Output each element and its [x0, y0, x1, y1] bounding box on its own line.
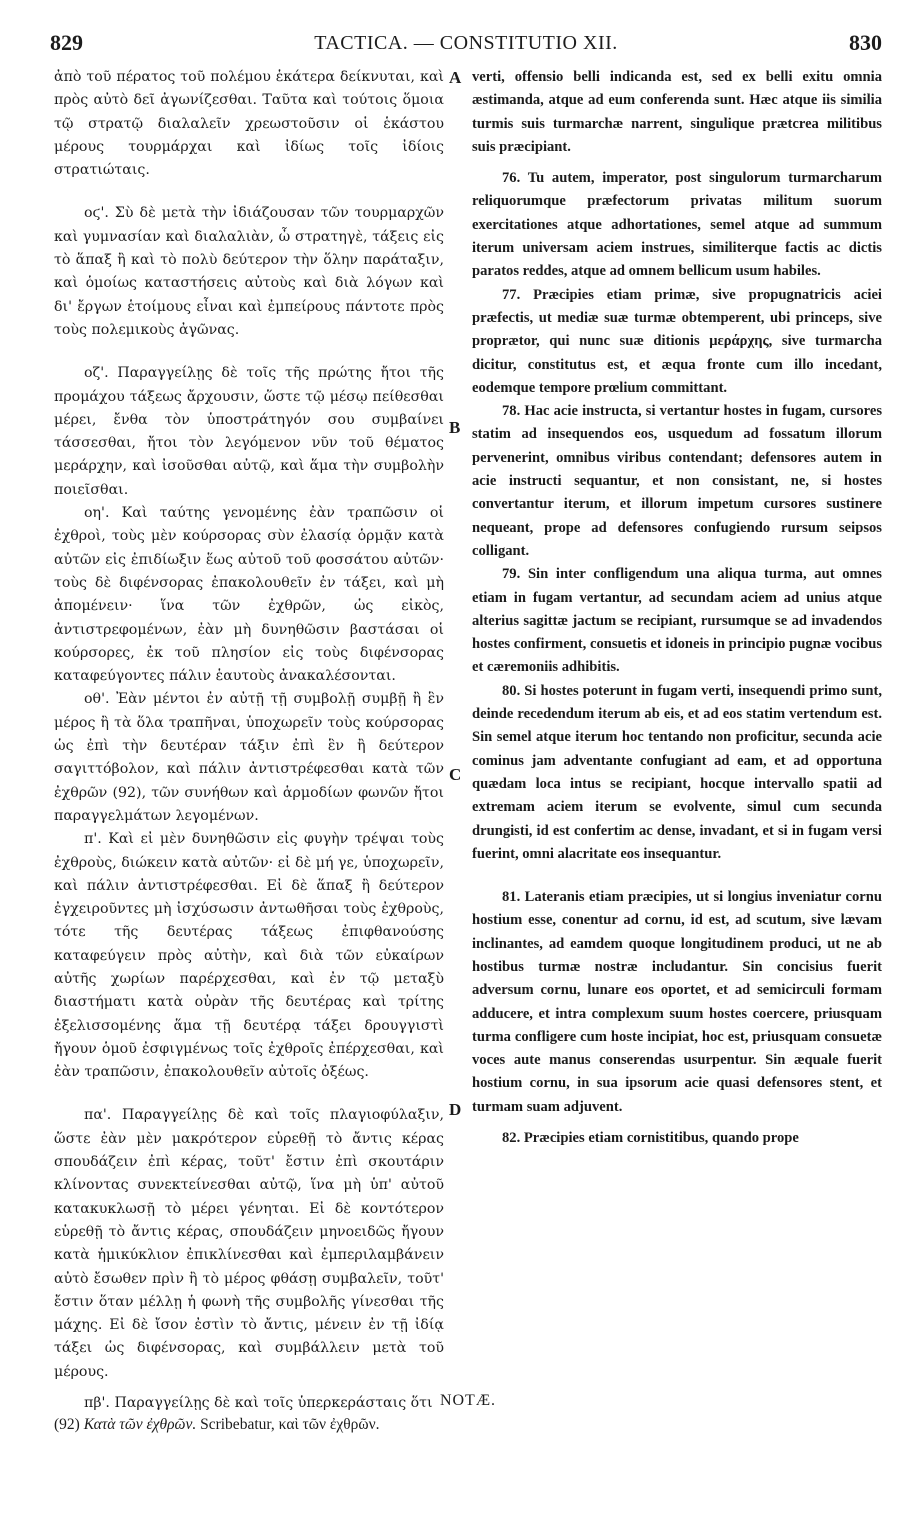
page-number-left: 829 — [50, 30, 83, 55]
page-number-right: 830 — [849, 30, 882, 55]
latin-paragraph-82-head: 82. Præcipies etiam cornistitibus, quando prope — [502, 1130, 799, 1147]
greek-paragraph-79: οθ'. Ἐὰν μέντοι ἐν αὐτῇ τῇ συμβολῇ συμβῇ ἢ ἓν μέρος ἢ τὰ ὅλα τραπῆναι, ὑποχωρεῖν τοὺς κούρσορας ὡς ἐπὶ τὴν δευτέραν τάξιν ἐπὶ ἓν ἢ δεύτερον σαγιττόβολον, καὶ πάλιν ἀντιστρέφεσθαι κατὰ τῶν ἐχθρῶν (92), τῶν συνήθων καὶ ἁρμοδίων φωνῶν ἤτοι παραγγελμάτων λεγομένων. — [54, 691, 444, 824]
greek-paragraph-81: πα'. Παραγγείλῃς δὲ καὶ τοῖς πλαγιοφύλαξιν, ὥστε ἐὰν μὲν μακρότερον εὑρεθῇ τὸ ἄντις κέρας σπουδάζειν ἐπὶ κέρας, τοῦτ' ἔστιν ἐπὶ σκουτάριν κλίνοντας συνεκτείνεσθαι αὐτῷ, ἵνα μὴ ὑπ' αὐτοῦ κατακυκλωσῇ τὸ μέρει γένηται. Εἰ δὲ κοντότερον εὑρεθῇ τὸ ἄντις κέρας, σπουδάζειν μηνοειδῶς ἤγουν κατὰ ἡμικύκλιον ἐπικλίνεσθαι καὶ ἐμπεριλαμβάνειν αὐτὸ ἔσωθεν πρὶν ἢ τὸ μέρος φθάσῃ συμβαλεῖν, τοῦτ' ἔστιν ὅταν μέλλῃ ἡ φωνὴ τῆς συμβολῆς γίνεσθαι τῆς μάχης. Εἰ δὲ ἴσον ἐστὶν τὸ ἄντις, μένειν ἐν τῇ ἰδίᾳ τάξει ὡς διφένσορας, καὶ συμβάλλειν μετὰ τοῦ μέρους. — [54, 1107, 444, 1380]
latin-paragraph-75-tail: verti, offensio belli indicanda est, sed ex belli exitu omnia æstimanda, atque ad eum conferenda sunt. Hæc atque iis similia turmis suis turmarchæ narrent, singulique prætcrea militibus suis præcipiant. — [472, 69, 882, 155]
latin-paragraph-76: 76. Tu autem, imperator, post singulorum turmarcharum reliquorumque præfectorum privatas militum suorum exercitationes atque adhortationes, semel atque ad summum iterum universam aciem instrues, similiterque factis ac dictis paratos reddes, atque ad omnem bellicum usum habiles. — [472, 170, 882, 280]
latin-paragraph-80: 80. Si hostes poterunt in fugam verti, insequendi primo sunt, deinde recedendum iterum ab eis, et ad eos statim vertendum est. Sin semel atque iterum hoc tentando non proficitur, secunda acie cominus jam adventante confugiant ad eam, et ad opportuna quædam loca intus se recipiant, hocque intervallo spatii ad extremam aciem iterum se evolvente, simul cum secunda drungisti, id est confertim ac dense, invadant, et si in fugam versi fuerint, omni alacritate eos insequantur. — [472, 682, 882, 862]
greek-paragraph-75-tail: ἀπὸ τοῦ πέρατος τοῦ πολέμου ἑκάτερα δείκνυται, καὶ πρὸς αὐτὸ δεῖ ἀγωνίζεσθαι. Ταῦτα καὶ τούτοις ὅμοια τῷ στρατῷ διαλαλεῖν χρεωστοῦσιν οἱ ἑκάστου μέρους τουρμάρχαι καὶ ἰδίως τοῖς ἰδίοις στρατιώταις. — [54, 69, 444, 179]
notes-section — [54, 1392, 882, 1434]
note-92-number: (92) — [54, 1416, 80, 1433]
margin-marker-c: C — [449, 765, 462, 784]
note-92 — [54, 1416, 882, 1434]
running-title: TACTICA. — CONSTITUTIO XII. — [314, 32, 618, 54]
latin-paragraph-78: 78. Hac acie instructa, si vertantur hostes in fugam, cursores statim ad insequendos eos, usquedum ad fossatum illorum pervenerint, omnibus viribus contendant; defensores autem in acie instructi sequantur, et non consistant, ne, si hostes convertantur iterum, et illorum impetum cursores sustinere nequeant, prope ad defensores confugiendo rursum seipsos colligant. — [472, 403, 882, 559]
margin-marker-d: D — [449, 1100, 462, 1119]
notes-heading: NOTÆ. — [439, 1392, 497, 1409]
greek-paragraph-82-head: πβ'. Παραγγείλῃς δὲ καὶ τοῖς ὑπερκεράσταις ὅτι — [84, 1395, 433, 1412]
latin-paragraph-81: 81. Lateranis etiam præcipies, ut si longius inveniatur cornu hostium esse, conentur ad cornu, id est, ad scutum, sive lævam inclinantes, ad eamdem quoque longitudinem produci, ut ne ab hostibus turmæ nostræ includantur. Sin concisius fuerit adversum cornu, lunare eos oportet, et ad semicirculi formam adducere, et intra complexum suum hostes coercere, priusquam turma confligere cum hoste incipiat, hoc est, priusquam consuetæ voces aute manus conserendas usurpentur. Sin æquale fuerit hostium cornu, in sua ipsorum acie quasi defensores stent, et turmam suam adjuvent. — [472, 889, 882, 1115]
margin-marker-a: A — [449, 68, 462, 87]
note-92-text: Scribebatur, καὶ τῶν ἐχθρῶν. — [200, 1416, 380, 1433]
greek-paragraph-76: οϛ'. Σὺ δὲ μετὰ τὴν ἰδιάζουσαν τῶν τουρμαρχῶν καὶ γυμνασίαν καὶ διαλαλιὰν, ὦ στρατηγὲ, τάξεις εἰς τὸ ἅπαξ ἢ καὶ τὸ πολὺ δεύτερον τὴν ὅλην παράταξιν, καὶ ὁμοίως καταστήσεις αὐτοὺς καὶ διὰ λόγων καὶ δι' ἔργων ἑτοίμους εἶναι καὶ ἐμπείρους πάντοτε πρὸς τοὺς πολεμικοὺς ἀγῶνας. — [54, 205, 444, 338]
latin-paragraph-79: 79. Sin inter confligendum una aliqua turma, aut omnes etiam in fugam vertantur, ad secundam aciem ad unius atque alterius sagittæ jactum se recipiant, rursumque se ad invadendos hostes confirment, consuetis et idoneis in principio pugnæ vocibus et cæremoniis adhibitis. — [472, 566, 882, 676]
greek-paragraph-80: π'. Καὶ εἰ μὲν δυνηθῶσιν εἰς φυγὴν τρέψαι τοὺς ἐχθροὺς, διώκειν κατὰ αὐτῶν· εἰ δὲ μή γε, ὑποχωρεῖν, καὶ πάλιν ἀντιστρέφεσθαι. Εἰ δὲ ἅπαξ ἢ δεύτερον ἐγχειροῦντες μὴ ἰσχύσωσιν ἀντωθῆσαι τοὺς ἐχθροὺς, τότε τῆς δευτέρας τάξεως ἐπιφθανούσης καταφεύγειν πρὸς αὐτὴν, καὶ διὰ τῶν εὐκαίρων αὐτῆς χωρίων παρέρχεσθαι, καὶ ἐν τῷ μεταξὺ διαστήματι κατὰ οὐρὰν τῆς δευτέρας καὶ τρίτης ἐξελισσομένης ἅμα τῇ δευτέρᾳ τάξει δρουγγιστὶ ἤγουν ὁμοῦ ἐσφιγμένως τοῖς ἐχθροῖς ἐπέρχεσθαι, καὶ ἐὰν τραπῶσιν, ἐπακολουθεῖν αὐτοῖς ὀξέως. — [54, 831, 444, 1081]
greek-column — [54, 66, 444, 1412]
greek-paragraph-78: οη'. Καὶ ταύτης γενομένης ἐὰν τραπῶσιν οἱ ἐχθροὶ, τοὺς μὲν κούρσορας σὺν ἐλασίᾳ ὁρμᾷν κατὰ αὐτῶν εἰς ἐπιδίωξιν ἕως αὐτοῦ τοῦ φοσσάτου αὐτῶν· τοὺς δὲ διφένσορας ἐπακολουθεῖν ἐν τάξει, καὶ μὴ ἀπομένειν· ἵνα τῶν ἐχθρῶν, ὡς εἰκὸς, ἀντιστρεφομένων, ἐὰν μὴ δυνηθῶσιν βαστάσαι οἱ κούρσορες, ἐκ τοῦ πλησίον εἰς τοὺς διφένσορας καταφεύγοντες πάλιν ἑαυτοὺς ἀνακαλέσονται. — [54, 505, 444, 685]
latin-paragraph-77: 77. Præcipies etiam primæ, sive propugnatricis aciei præfectis, ut mediæ suæ turmæ obtemperent, ubi princeps, sive proprætor, qui nunc suæ ditionis μεράρχης, sive turmarcha dicitur, constitutus est, et æqua fronte cum illo incedant, eodemque tempore prœlium committant. — [472, 286, 882, 396]
margin-marker-b: B — [449, 418, 461, 437]
page-header — [50, 30, 882, 60]
note-92-lemma: Κατὰ τῶν ἐχθρῶν. — [83, 1416, 197, 1433]
greek-paragraph-77: οζ'. Παραγγείλῃς δὲ τοῖς τῆς πρώτης ἤτοι τῆς προμάχου τάξεως ἄρχουσιν, ὥστε τῷ μέσῳ πείθεσθαι μέρει, ἔνθα τὸν ὑποστράτηγόν σου συμβαίνει τάσσεσθαι, ἤτοι τὸν λεγόμενον νῦν τοῦ θέματος μεράρχην, καὶ ἰσοῦσθαι αὐτῷ, καὶ ἅμα τὴν συμβολὴν ποιεῖσθαι. — [54, 365, 444, 498]
latin-column — [472, 66, 882, 1376]
